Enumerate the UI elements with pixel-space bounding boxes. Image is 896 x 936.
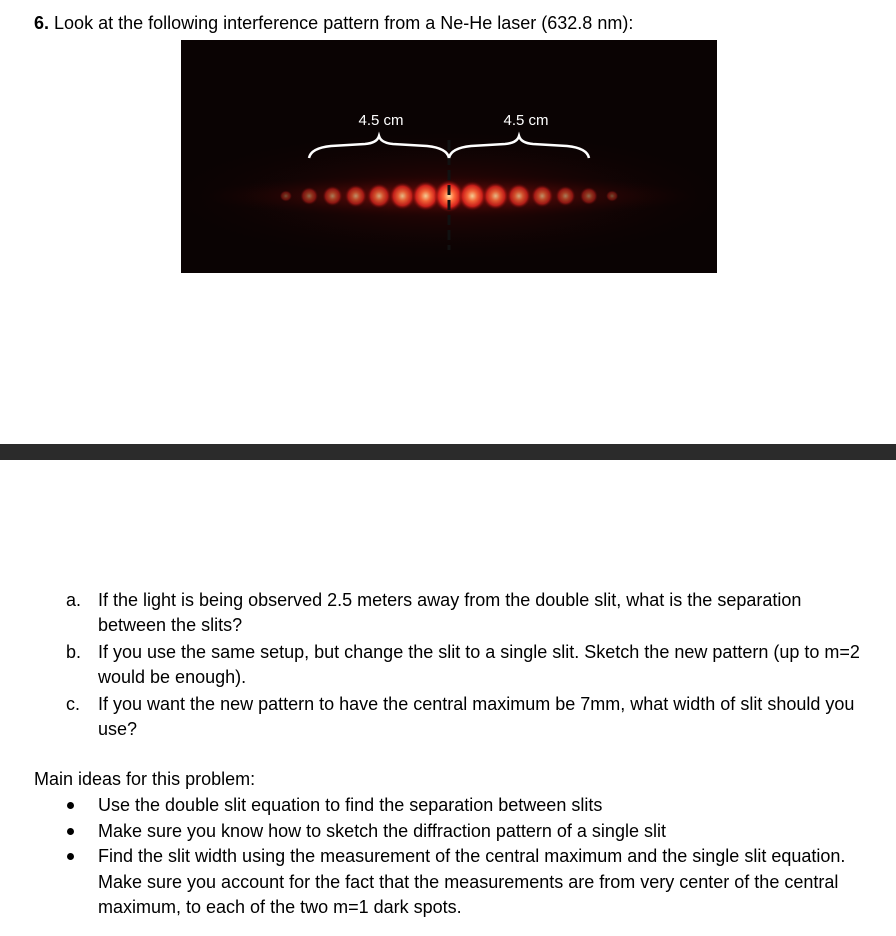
problem-prompt: Look at the following interference pattern from a Ne-He laser (632.8 nm):: [54, 13, 634, 33]
fringe-spot: [322, 186, 342, 206]
fringe-spot: [345, 185, 367, 208]
fringe-spot: [458, 181, 486, 211]
fringe-spot: [367, 184, 391, 209]
problem-number: 6.: [34, 13, 50, 33]
interference-pattern-svg: [181, 40, 717, 273]
main-ideas-title: Main ideas for this problem:: [34, 769, 256, 789]
fringe-spot: [606, 190, 618, 201]
idea-item: [0, 793, 896, 819]
fringe-spot: [280, 190, 292, 201]
fringe-spot: [300, 187, 318, 205]
bullet-icon: [67, 853, 74, 860]
idea-text: Find the slit width using the measurement of the central maximum and the single slit equation. Make sure you account for the fact that the measurements are from very center of the central maximum, to each of the two m=1 dark spots.: [98, 846, 846, 917]
fringe-spot: [507, 184, 531, 209]
question-text: If you want the new pattern to have the central maximum be 7mm, what width of slit should you use?: [98, 694, 855, 739]
fringe-spot: [531, 185, 553, 208]
question-marker: b.: [66, 642, 82, 662]
idea-item: [0, 819, 896, 845]
fringe-spot: [555, 186, 575, 206]
question-a: [0, 588, 896, 638]
label-right: 4.5 cm: [503, 112, 549, 129]
bullet-icon: [67, 828, 74, 835]
problem-heading: [34, 11, 633, 35]
fringe-spot: [580, 187, 598, 205]
fringe-spot: [483, 182, 509, 209]
idea-text: Make sure you know how to sketch the diffraction pattern of a single slit: [98, 820, 666, 841]
fringe-spot: [389, 182, 415, 209]
question-text: If the light is being observed 2.5 meters away from the double slit, what is the separation between the slits?: [98, 590, 802, 635]
question-marker: c.: [66, 694, 81, 714]
interference-pattern-image: [181, 40, 717, 273]
question-text: If you use the same setup, but change the slit to a single slit. Sketch the new pattern (up to m=2 would be enough).: [98, 642, 860, 687]
idea-text: Use the double slit equation to find the separation between slits: [98, 795, 603, 815]
question-c: [0, 692, 896, 742]
main-ideas-list: [0, 793, 896, 921]
bullet-icon: [67, 802, 74, 809]
section-divider: [0, 444, 896, 460]
label-left: 4.5 cm: [358, 112, 404, 129]
question-marker: a.: [66, 590, 82, 610]
idea-item: [0, 844, 896, 921]
question-list: [0, 588, 896, 744]
question-b: [0, 640, 896, 690]
